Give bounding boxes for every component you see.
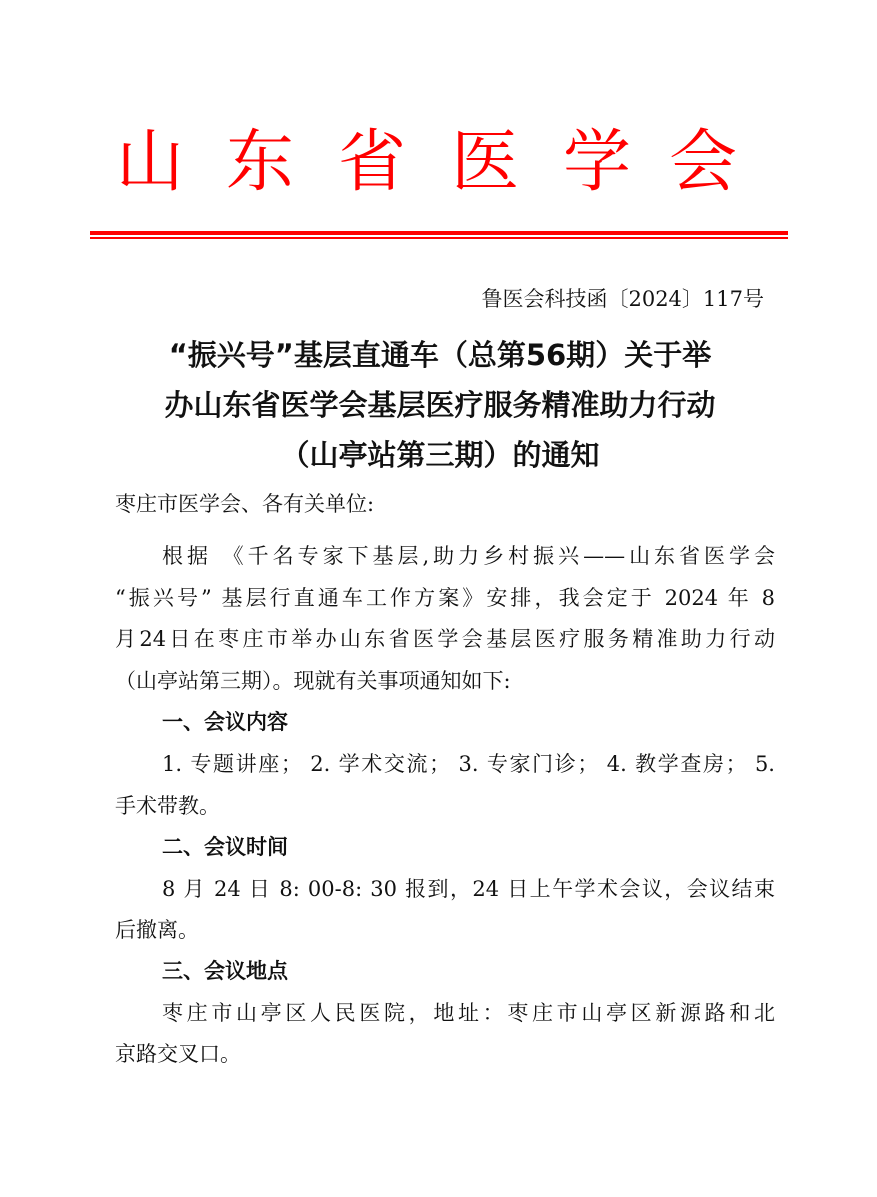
title-line: “振兴号”基层直通车（总第56期）关于举 (168, 338, 712, 372)
masthead-char: 东 (225, 123, 294, 202)
section-heading-location: 三、会议地点 (162, 959, 288, 983)
masthead-char: 山 (115, 123, 184, 202)
masthead-title (90, 118, 788, 208)
section-heading-content: 一、会议内容 (162, 710, 288, 734)
section-line: 枣庄市山亭区人民医院，地址：枣庄市山亭区新源路和北 (162, 1001, 775, 1025)
masthead-char: 省 (337, 123, 406, 202)
section-line: 京路交叉口。 (115, 1042, 241, 1066)
masthead-divider-thin (90, 237, 788, 239)
salutation: 枣庄市医学会、各有关单位: (115, 492, 375, 516)
intro-line: “振兴号” 基层行直通车工作方案》安排，我会定于 2024 年 8 (115, 586, 775, 610)
document-title (110, 330, 770, 480)
intro-line: （山亭站第三期）。现就有关事项通知如下: (115, 669, 511, 693)
masthead-char: 会 (668, 123, 737, 202)
section-line: 1. 专题讲座； 2. 学术交流； 3. 专家门诊； 4. 教学查房； 5. (162, 752, 775, 776)
section-line: 手术带教。 (115, 794, 220, 818)
intro-line: 月24日在枣庄市举办山东省医学会基层医疗服务精准助力行动 (115, 627, 775, 651)
section-line: 8 月 24 日 8: 00-8: 30 报到，24 日上午学术会议，会议结束 (162, 877, 775, 901)
section-heading-time: 二、会议时间 (162, 835, 288, 859)
title-line: （山亭站第三期）的通知 (280, 438, 600, 472)
masthead-divider-thick (90, 231, 788, 235)
title-line: 办山东省医学会基层医疗服务精准助力行动 (164, 388, 716, 422)
section-line: 后撤离。 (115, 918, 199, 942)
masthead-char: 学 (562, 123, 631, 202)
masthead-char: 医 (450, 123, 519, 202)
intro-line: 根据 《千名专家下基层,助力乡村振兴——山东省医学会 (162, 544, 775, 568)
document-number: 鲁医会科技函〔2024〕117号 (481, 287, 764, 311)
